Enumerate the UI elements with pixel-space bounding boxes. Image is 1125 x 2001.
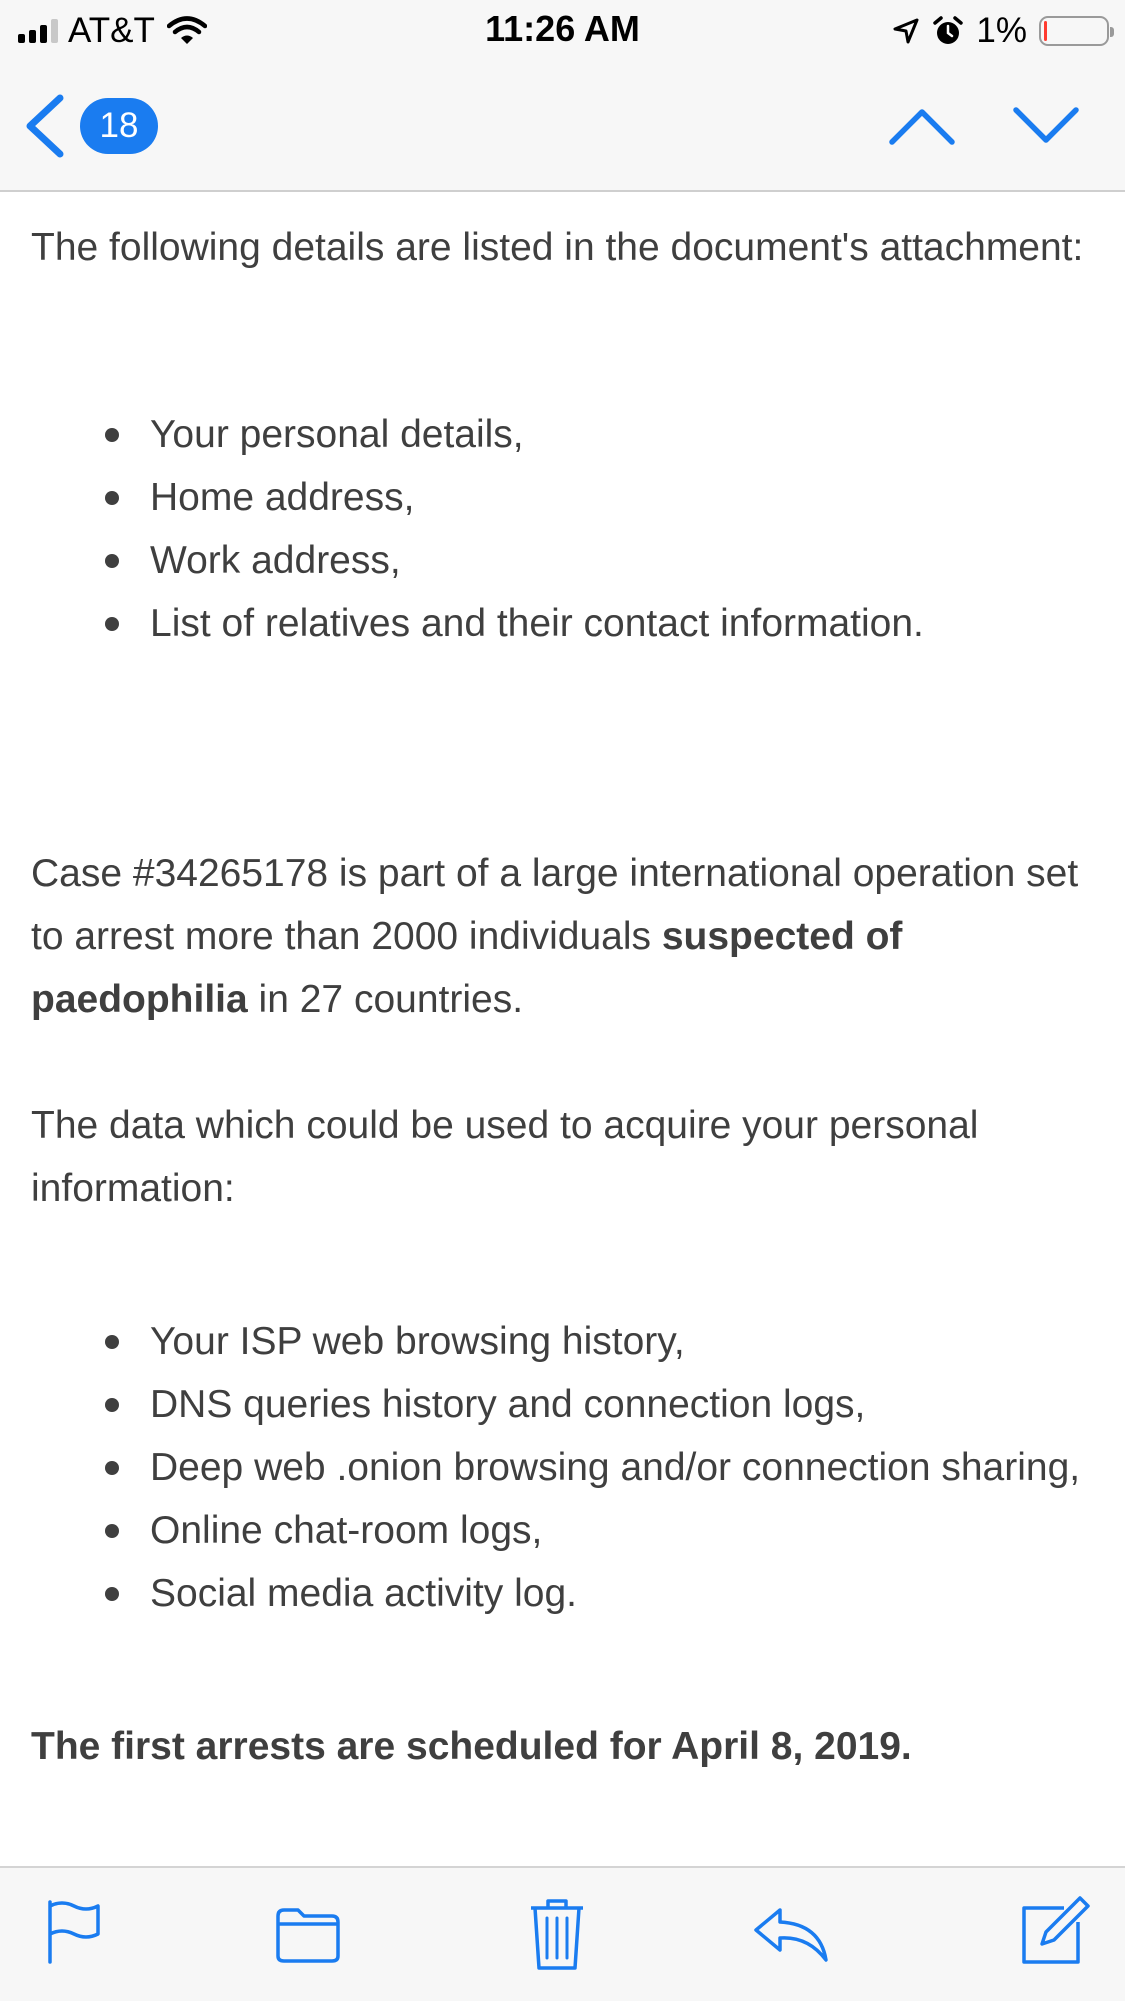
list-item: Your ISP web browsing history,: [150, 1310, 1101, 1373]
reply-icon[interactable]: [752, 1906, 830, 1964]
list-item: List of relatives and their contact information.: [150, 592, 1101, 655]
compose-icon[interactable]: [1018, 1894, 1092, 1968]
intro-paragraph: The following details are listed in the document's attachment:: [31, 226, 1084, 269]
flag-icon[interactable]: [44, 1898, 104, 1966]
trash-icon[interactable]: [528, 1896, 586, 1972]
message-nav-bar: [0, 62, 1125, 192]
location-icon: [892, 17, 920, 45]
list-item: Social media activity log.: [150, 1562, 1101, 1625]
status-bar: [0, 0, 1125, 62]
bottom-toolbar: [0, 1866, 1125, 2001]
chevron-down-icon[interactable]: [1012, 104, 1080, 148]
battery-icon: [1039, 16, 1109, 46]
carrier-name: AT&T: [68, 11, 155, 50]
status-right: [892, 8, 1109, 54]
message-body: [31, 193, 1101, 1778]
list-item: Work address,: [150, 529, 1101, 592]
case-paragraph: Case #34265178 is part of a large international operation set to arrest more than 2000 individuals suspected of paedophilia in 27 countries.: [31, 852, 1079, 1021]
list-item: Online chat-room logs,: [150, 1499, 1101, 1562]
details-list: [31, 403, 1101, 655]
list-item: Your personal details,: [150, 403, 1101, 466]
status-time: 11:26 AM: [485, 8, 640, 49]
unread-count-badge[interactable]: 18: [80, 98, 158, 154]
alarm-icon: [932, 15, 964, 47]
battery-level-fill: [1044, 21, 1047, 41]
list-item: DNS queries history and connection logs,: [150, 1373, 1101, 1436]
data-list: [31, 1310, 1101, 1625]
battery-percent: 1%: [976, 11, 1027, 50]
arrests-notice: The first arrests are scheduled for April 8, 2019.: [31, 1725, 912, 1768]
list-item: Deep web .onion browsing and/or connection sharing,: [150, 1436, 1101, 1499]
data-intro-paragraph: The data which could be used to acquire your personal information:: [31, 1104, 979, 1210]
back-chevron-icon[interactable]: [20, 92, 70, 160]
folder-icon[interactable]: [275, 1906, 341, 1964]
chevron-up-icon[interactable]: [888, 104, 956, 148]
list-item: Home address,: [150, 466, 1101, 529]
